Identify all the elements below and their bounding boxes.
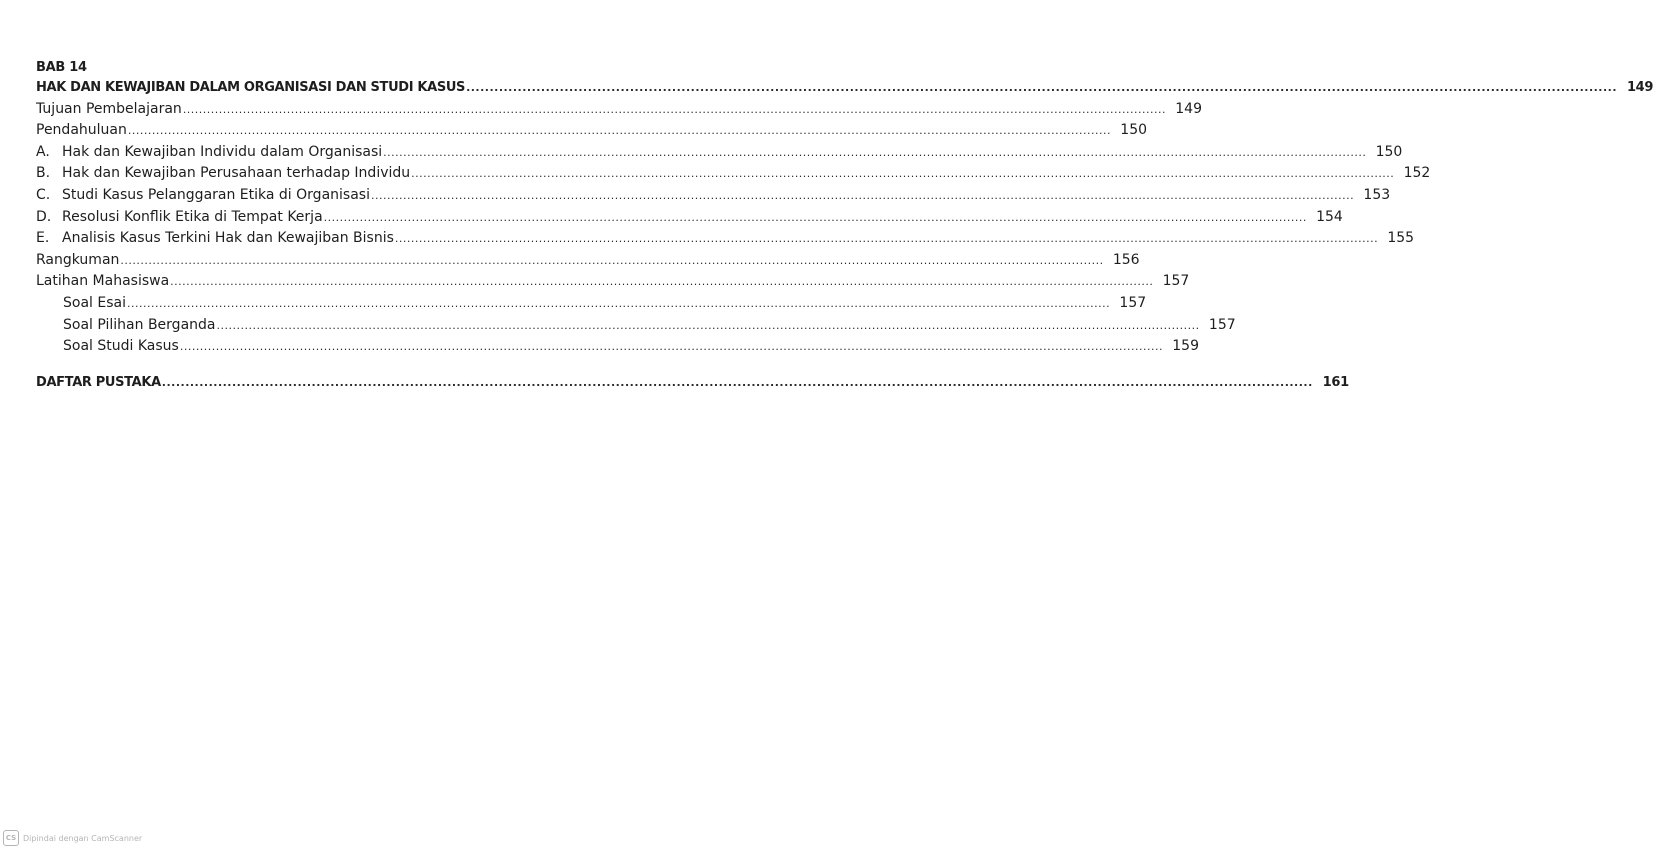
toc-sub-entry: [36, 293, 1147, 315]
watermark-text: Dipindai dengan CamScanner: [23, 833, 143, 843]
toc-entry: [36, 163, 1431, 185]
dot-leader: [324, 207, 1307, 229]
toc-entry-letter: A.: [36, 143, 50, 160]
toc-entry-letter: D.: [36, 208, 52, 225]
toc-page-number: 149: [1626, 80, 1653, 95]
toc-bibliography-title: DAFTAR PUSTAKA: [36, 374, 161, 390]
toc-page-number: 159: [1172, 338, 1199, 355]
dot-leader: [128, 120, 1111, 142]
toc-entry-title: Analisis Kasus Terkini Hak dan Kewajiban Bisnis: [62, 230, 394, 247]
toc-bibliography-row: [36, 372, 1349, 394]
toc-entry-title: Pendahuluan: [36, 122, 127, 139]
table-of-contents: [36, 58, 1653, 393]
toc-page-number: 150: [1375, 143, 1403, 160]
toc-entry-letter: C.: [36, 186, 51, 203]
toc-page-number: 152: [1403, 165, 1431, 182]
chapter-label: BAB 14: [36, 60, 87, 75]
dot-leader: [120, 250, 1103, 272]
toc-entry-title: Resolusi Konflik Etika di Tempat Kerja: [62, 208, 323, 225]
dot-leader: [183, 99, 1166, 121]
toc-entry-letter: E.: [36, 230, 50, 247]
toc-entry: [36, 120, 1148, 142]
dot-leader: [395, 228, 1378, 250]
dot-leader: [162, 372, 1313, 394]
toc-page-number: 149: [1175, 100, 1202, 117]
toc-sub-entry: [36, 315, 1236, 337]
camscanner-logo-icon: CS: [3, 830, 19, 846]
toc-entry: [36, 99, 1202, 121]
toc-entry-title: Hak dan Kewajiban Perusahaan terhadap Individu: [62, 165, 411, 182]
toc-page-number: 155: [1387, 230, 1415, 247]
toc-entry: [36, 250, 1140, 272]
toc-entry: [36, 142, 1403, 164]
toc-entry-title: Hak dan Kewajiban Individu dalam Organisasi: [62, 143, 383, 160]
dot-leader: [466, 77, 1617, 99]
toc-page-number: 161: [1322, 374, 1349, 390]
toc-chapter-title: HAK DAN KEWAJIBAN DALAM ORGANISASI DAN STUDI KASUS: [36, 80, 466, 95]
toc-entry: [36, 271, 1190, 293]
scanner-watermark: [3, 830, 142, 846]
toc-sub-entry-title: Soal Studi Kasus: [63, 338, 179, 355]
toc-page-number: 154: [1316, 208, 1343, 225]
toc-entry-title: Tujuan Pembelajaran: [36, 100, 182, 117]
toc-page-number: 157: [1208, 316, 1236, 333]
toc-page-number: 157: [1162, 273, 1190, 290]
toc-page-number: 157: [1119, 294, 1147, 311]
toc-entry: [36, 228, 1415, 250]
toc-entry-letter: B.: [36, 165, 51, 182]
toc-sub-entry: [36, 336, 1199, 358]
toc-chapter-title-row: [36, 77, 1653, 99]
toc-page-number: 156: [1112, 251, 1140, 268]
dot-leader: [127, 293, 1110, 315]
toc-sub-entry-title: Soal Pilihan Berganda: [63, 316, 216, 333]
dot-leader: [170, 271, 1153, 293]
toc-page-number: 153: [1363, 186, 1391, 203]
toc-page-number: 150: [1120, 122, 1148, 139]
toc-entry-title: Rangkuman: [36, 251, 120, 268]
dot-leader: [180, 336, 1163, 358]
toc-entry-title: Latihan Mahasiswa: [36, 273, 170, 290]
toc-sub-entry-title: Soal Esai: [63, 294, 126, 311]
toc-entry: [36, 207, 1343, 229]
toc-entry: [36, 185, 1391, 207]
dot-leader: [383, 142, 1366, 164]
toc-entry-title: Studi Kasus Pelanggaran Etika di Organisasi: [62, 186, 370, 203]
dot-leader: [411, 163, 1394, 185]
dot-leader: [216, 315, 1199, 337]
dot-leader: [371, 185, 1354, 207]
